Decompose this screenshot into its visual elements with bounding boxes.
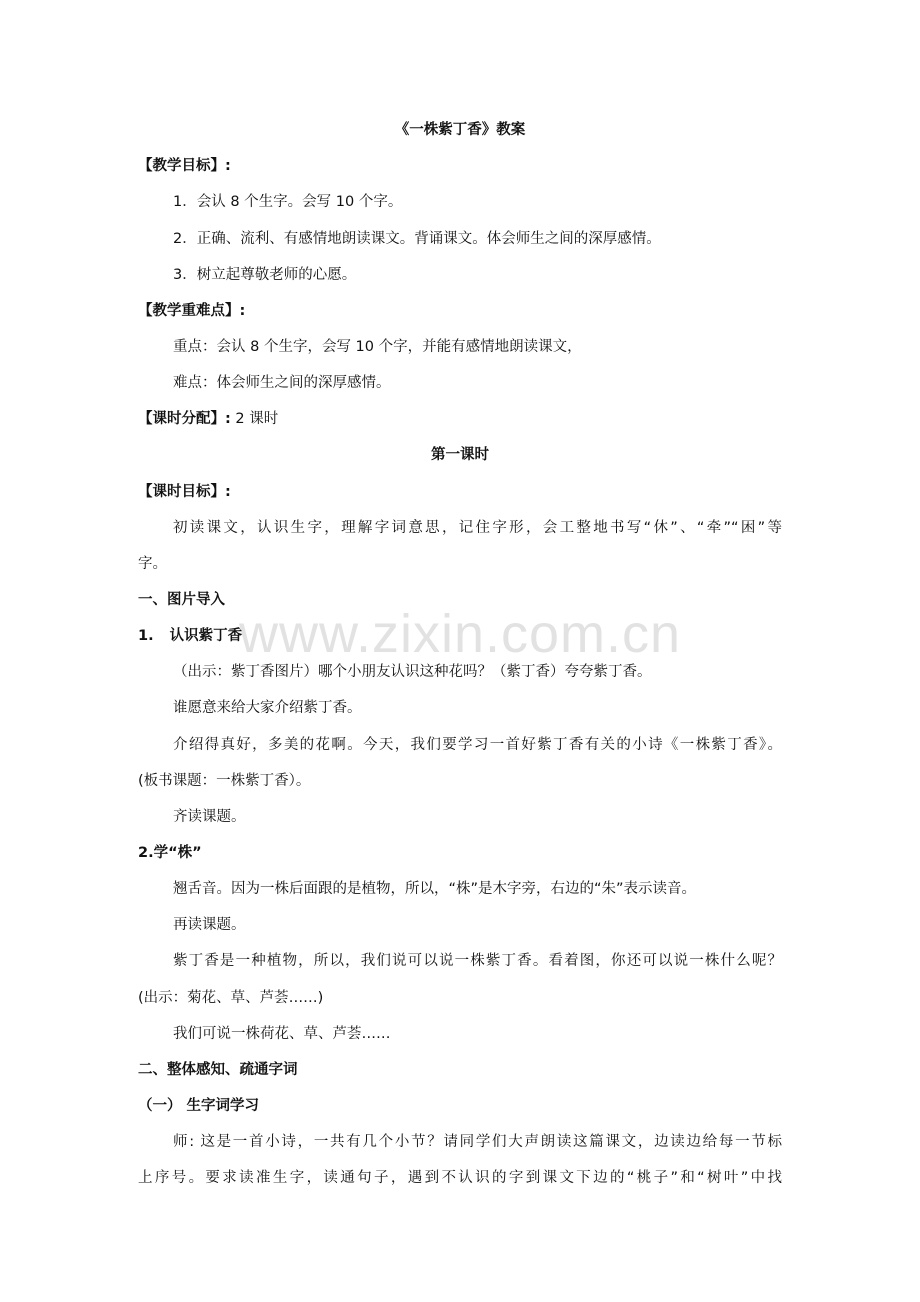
paragraph: （出示：紫丁香图片）哪个小朋友认识这种花吗？（紫丁香）夸夸紫丁香。	[173, 664, 652, 680]
paragraph: 介绍得真好，多美的花啊。今天，我们要学习一首好紫丁香有关的小诗《一株紫丁香》。	[173, 737, 782, 753]
objective-item: 1．会认 8 个生字。会写 10 个字。	[173, 194, 403, 210]
lesson1-title: 第一课时	[431, 447, 489, 463]
lesson1-objectives-heading: 【课时目标】:	[138, 484, 231, 500]
keypoint-focus: 重点：会认 8 个生字，会写 10 个字，并能有感情地朗读课文，	[173, 339, 582, 355]
paragraph: 齐读课题。	[173, 809, 246, 825]
paragraph: 上序号。要求读准生字，读通句子，遇到不认识的字到课文下边的“桃子”和“树叶”中找	[138, 1170, 782, 1186]
watermark: www.zixin.com.cn	[238, 604, 682, 664]
section2-subheading: （一） 生字词学习	[138, 1098, 260, 1114]
keypoint-difficulty: 难点：体会师生之间的深厚感情。	[173, 375, 391, 391]
lesson1-objectives-line: 初读课文，认识生字，理解字词意思，记住字形，会工整地书写“休”、“牵”“困”等	[173, 520, 782, 536]
keypoints-heading: 【教学重难点】:	[138, 303, 246, 319]
schedule-value: 2 课时	[230, 411, 279, 427]
paragraph: 翘舌音。因为一株后面跟的是植物，所以，“株”是木字旁，右边的“朱”表示读音。	[173, 881, 697, 897]
paragraph: (板书课题：一株紫丁香）。	[138, 773, 311, 789]
paragraph: 我们可说一株荷花、草、芦荟……	[173, 1026, 391, 1042]
lesson1-objectives-line: 字。	[138, 556, 167, 572]
paragraph: 紫丁香是一种植物，所以，我们说可以说一株紫丁香。看着图，你还可以说一株什么呢？	[173, 953, 782, 969]
paragraph: 师: 这是一首小诗，一共有几个小节？请同学们大声朗读这篇课文，边读边给每一节标	[173, 1134, 782, 1150]
paragraph: 再读课题。	[173, 917, 246, 933]
objective-item: 3．树立起尊敬老师的心愿。	[173, 267, 357, 283]
objectives-heading: 【教学目标】:	[138, 158, 231, 174]
schedule-label: 【课时分配】:	[138, 411, 231, 427]
section1-heading: 一、图片导入	[138, 592, 225, 608]
section1-item2-heading: 2.学“株”	[138, 845, 202, 861]
objective-item: 2．正确、流利、有感情地朗读课文。背诵课文。体会师生之间的深厚感情。	[173, 231, 661, 247]
paragraph: (出示：菊花、草、芦荟……)	[138, 990, 324, 1006]
section1-item1-title: 认识紫丁香	[169, 628, 243, 644]
section1-item1-heading	[138, 626, 242, 646]
paragraph: 谁愿意来给大家介绍紫丁香。	[173, 700, 362, 716]
page-title: 《一株紫丁香》教案	[394, 122, 526, 138]
schedule-line	[138, 409, 278, 429]
section1-item1-number: 1.	[138, 628, 154, 644]
section2-heading: 二、整体感知、疏通字词	[138, 1062, 298, 1078]
